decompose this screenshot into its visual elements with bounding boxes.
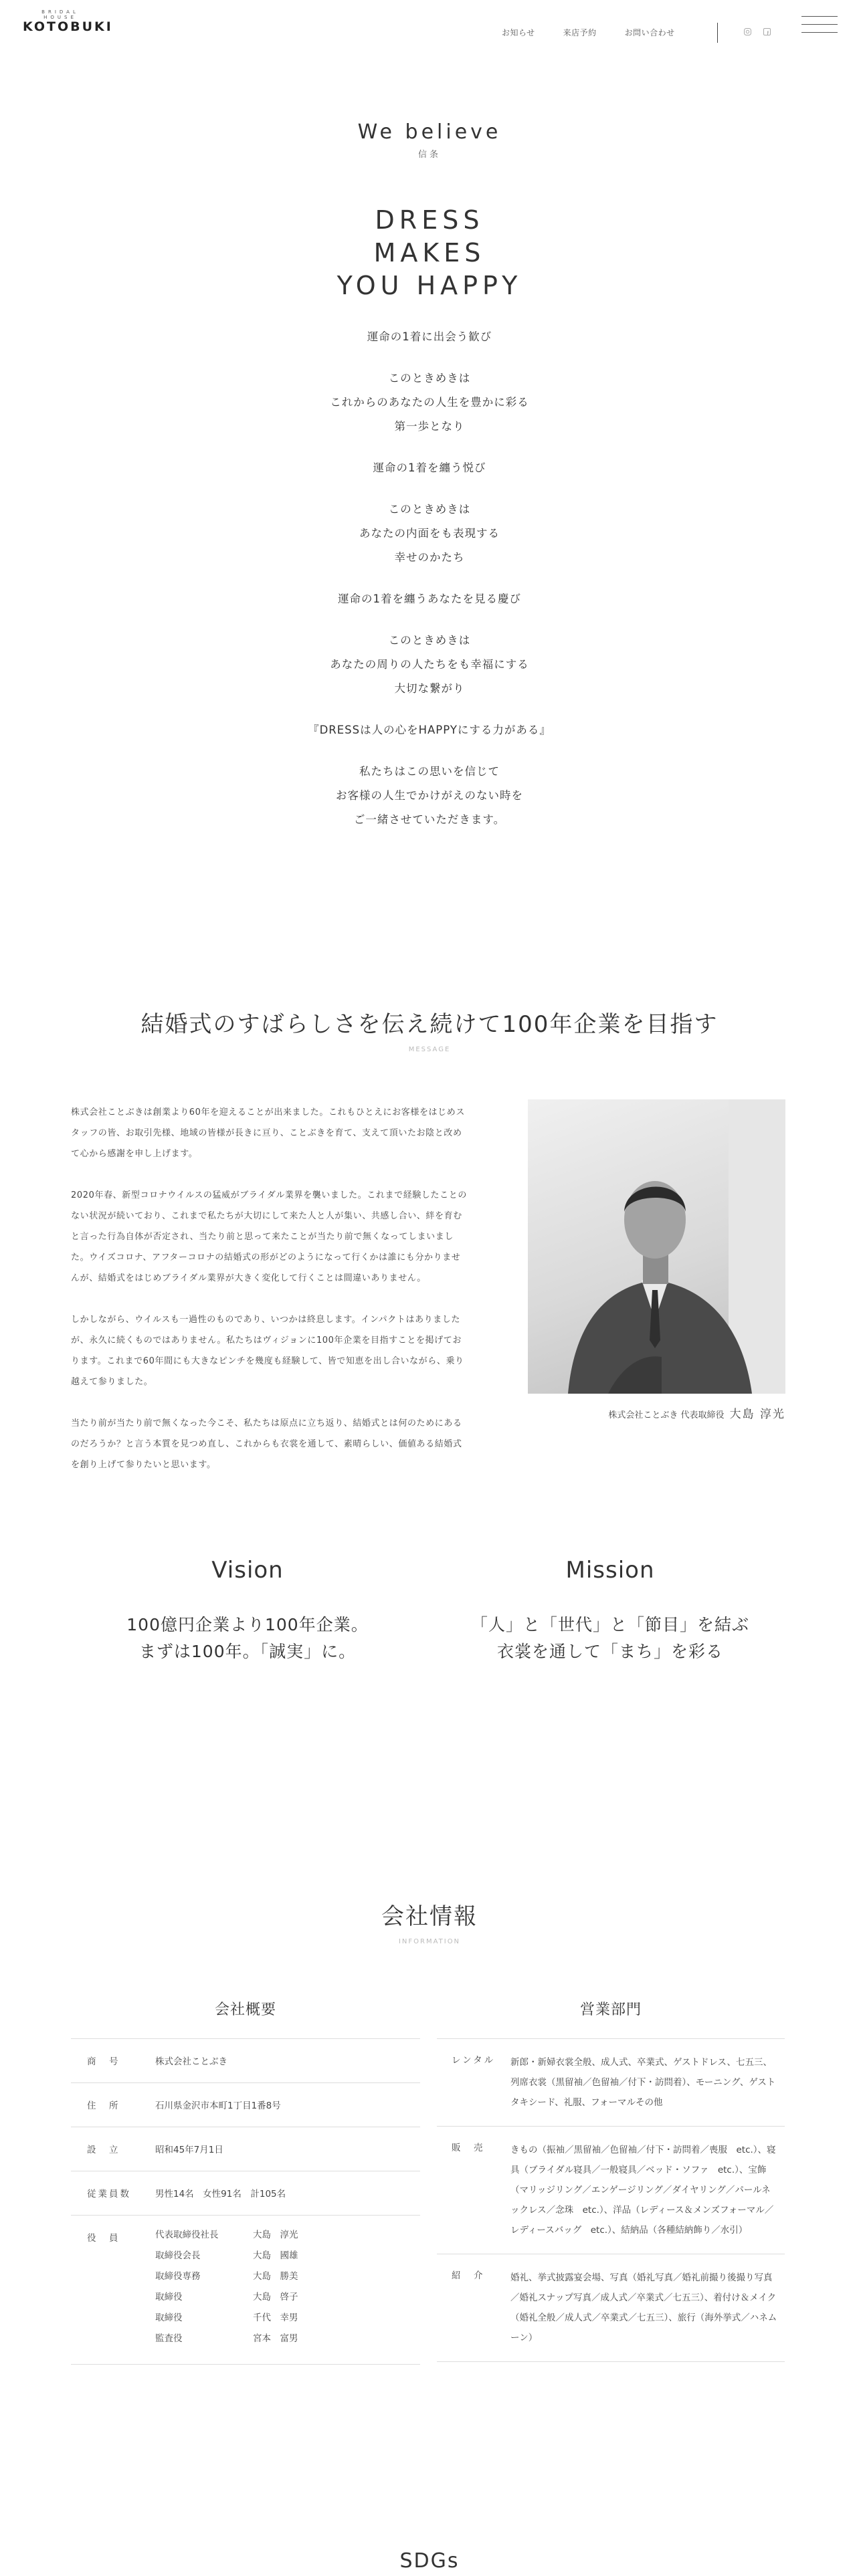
officer: 取締役会長 大島 國雄 (155, 2250, 298, 2261)
poem-stanza: このときめきは あなたの周りの人たちをも幸福にする 大切な繋がり (330, 634, 529, 695)
officer: 取締役 大島 啓子 (155, 2292, 298, 2302)
officer: 代表取締役社長 大島 淳光 (155, 2230, 298, 2240)
row-key: 商 号 (87, 2056, 120, 2067)
mission-text (443, 1612, 777, 1665)
message-paragraph: 2020年春、新型コロナウイルスの猛威がブライダル業界を襲いました。これまで経験したことのない状況が続いており、これまで私たちが大切にして来た人と人が集い、共感し合い、絆を育むと言った行為自体が否定され、当たり前と思って来たことが当たり前で無くなってしまいました。ウイズコロナ、アフターコロナの結婚式の形がどのようになって行くかは誰にも分かりませんが、結婚式をはじめブライダル業界が大きく変化して行くことは間違いありません。 (71, 1190, 467, 1283)
logo-title: KOTOBUKI (23, 19, 113, 34)
row-key: 販 売 (452, 2143, 485, 2153)
menu-icon[interactable] (801, 16, 838, 36)
nav-news[interactable]: お知らせ (502, 28, 535, 37)
vision-title: Vision (211, 1557, 284, 1584)
facebook-icon[interactable] (763, 28, 771, 37)
message-paragraph: 当たり前が当たり前で無くなった今こそ、私たちは原点に立ち返り、結婚式とは何のためにあるのだろうか？と言う本質を見つめ直し、これからも衣裳を通して、素晴らしい、価値ある結婚式を創り上げて参りたいと思います。 (71, 1418, 462, 1470)
sdgs-title: SDGs (399, 2549, 460, 2573)
overview-heading: 会社概要 (214, 2002, 276, 2018)
row-value: 昭和45年7月1日 (155, 2145, 223, 2155)
row-value: きもの（振袖／黒留袖／色留袖／付下・訪問着／喪服 etc.）、寝具（ブライダル寝具／一般寝具／ベッド・ソファ etc.）、宝飾（マリッジリング／エンゲージリング／ダイヤリング／パールネックレス／念珠 etc.）、洋品（レディース＆メンズフォーマル／レディースバッグ etc.）、結納品（各種結納飾り／水引） (510, 2145, 776, 2236)
poem-stanza: 私たちはこの思いを信じて お客様の人生でかけがえのない時を ご一緒させていただきます。 (336, 765, 523, 826)
poem-stanza: このときめきは これからのあなたの人生を豊かに彩る 第一歩となり (330, 372, 529, 433)
row-value: 新郎・新婦衣裳全般、成人式、卒業式、ゲストドレス、七五三、列席衣裳（黒留袖／色留袖／付下・訪問着）、モーニング、ゲストタキシード、礼服、フォーマルその他 (510, 2057, 776, 2108)
officers-list (155, 2225, 420, 2349)
global-nav (502, 27, 703, 38)
believe-subtitle: 信条 (417, 150, 441, 160)
dress-makes-you-happy (0, 204, 859, 302)
mission-line: 「人」と「世代」と「節目」を結ぶ (470, 1615, 749, 1634)
mission-line: 衣裳を通して「まち」を彩る (496, 1642, 723, 1661)
dress-line: MAKES (373, 238, 486, 267)
nav-contact[interactable]: お問い合わせ (624, 28, 675, 37)
portrait-caption (528, 1404, 785, 1421)
mission-title: Mission (565, 1557, 655, 1584)
poem-stanza: 運命の1着を纏うあなたを見る慶び (338, 593, 521, 605)
nav-reservation[interactable]: 来店予約 (563, 28, 597, 37)
sales-heading: 営業部門 (579, 2002, 642, 2018)
row-key: 住 所 (87, 2101, 120, 2111)
poem-stanza: このときめきは あなたの内面をも表現する 幸せのかたち (359, 503, 500, 564)
mission-block (443, 1557, 777, 1665)
ceo-portrait (528, 1099, 785, 1394)
caption-name: 大島 淳光 (729, 1408, 785, 1421)
poem-stanza: 『DRESSは人の心をHAPPYにする力がある』 (308, 724, 551, 736)
table-row (437, 2039, 785, 2127)
believe-poem (0, 325, 859, 832)
caption-role: 株式会社ことぶき 代表取締役 (608, 1410, 725, 1420)
table-row (71, 2171, 420, 2216)
message-subtitle: MESSAGE (408, 1046, 451, 1053)
row-key: 役 員 (87, 2233, 120, 2244)
vision-line: 100億円企業より100年企業。 (126, 1615, 369, 1634)
officer: 取締役 千代 幸男 (155, 2313, 298, 2323)
logo-subtitle: BRIDAL HOUSE (41, 9, 79, 20)
row-key: 設 立 (87, 2145, 120, 2155)
dress-line: YOU HAPPY (337, 271, 522, 300)
vision-line: まずは100年。「誠実」に。 (138, 1642, 357, 1661)
believe-title: We believe (357, 120, 502, 144)
sns-links (744, 28, 771, 37)
sales-departments-table (437, 2038, 785, 2362)
row-key: 紹 介 (452, 2270, 485, 2281)
row-value: 婚礼、挙式披露宴会場、写真（婚礼写真／婚礼前撮り後撮り写真／婚礼スナップ写真／成人式／卒業式／七五三）、着付け＆メイク（婚礼全般／成人式／卒業式／七五三）、旅行（海外挙式／ハネムーン） (510, 2272, 777, 2343)
message-paragraph: しかしながら、ウイルスも一過性のものであり、いつかは終息します。インパクトはありましたが、永久に続くものではありません。私たちはヴィジョンに100年企業を目指すことを掲げております。これまで60年間にも大きなピンチを幾度も経験して、皆で知恵を出し合いながら、乗り越えて参りました。 (71, 1315, 464, 1387)
message-paragraph: 株式会社ことぶきは創業より60年を迎えることが出来ました。これもひとえにお客様をはじめスタッフの皆、お取引先様、地域の皆様が長きに亘り、ことぶきを育て、支えて頂いたお陰と改めて心から感謝を申し上げます。 (71, 1107, 465, 1159)
believe-section (0, 119, 859, 849)
row-value: 石川県金沢市本町1丁目1番8号 (155, 2101, 281, 2111)
nav-divider (717, 23, 718, 43)
message-body (71, 1102, 467, 1496)
table-row (71, 2216, 420, 2365)
message-title: 結婚式のすばらしさを伝え続けて100年企業を目指す (140, 1011, 719, 1038)
poem-stanza: 運命の1着を纏う悦び (373, 461, 486, 474)
vision-text (80, 1612, 415, 1665)
table-row (437, 2127, 785, 2254)
row-key: レンタル (452, 2055, 496, 2066)
instagram-icon[interactable] (744, 28, 751, 37)
vision-block (80, 1557, 415, 1665)
row-value: 男性14名 女性91名 計105名 (155, 2189, 286, 2199)
company-overview-table (71, 2038, 420, 2365)
kotobuki-logo[interactable] (23, 9, 116, 33)
info-title: 会社情報 (381, 1903, 478, 1930)
table-row (71, 2039, 420, 2083)
officer: 取締役専務 大島 勝美 (155, 2271, 298, 2282)
row-value: 株式会社ことぶき (155, 2056, 227, 2067)
officer: 監査役 宮本 富男 (155, 2333, 298, 2344)
table-row (71, 2127, 420, 2171)
site-header (0, 0, 859, 60)
table-row (71, 2083, 420, 2127)
table-row (437, 2254, 785, 2362)
info-subtitle: INFORMATION (398, 1938, 461, 1945)
dress-line: DRESS (375, 205, 484, 235)
poem-stanza: 運命の1着に出会う歓び (367, 330, 492, 343)
row-key: 従業員数 (87, 2189, 131, 2199)
